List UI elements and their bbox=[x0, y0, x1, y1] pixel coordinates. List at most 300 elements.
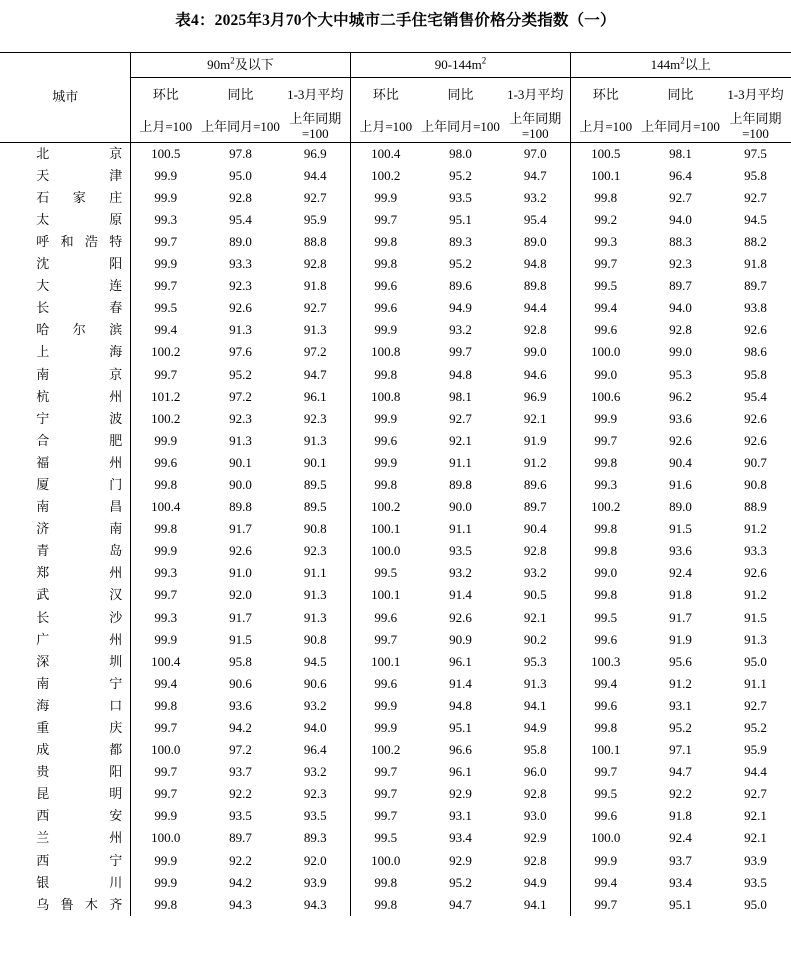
table-cell-value: 100.0 bbox=[350, 541, 420, 563]
table-cell-value: 92.2 bbox=[229, 786, 252, 802]
table-cell-value: 92.3 bbox=[229, 410, 252, 426]
table-cell-value: 95.1 bbox=[669, 896, 692, 912]
table-cell-value: 89.3 bbox=[449, 233, 472, 249]
column-header-avg-0: 1-3月平均 bbox=[287, 86, 344, 102]
table-cell-value: 92.1 bbox=[744, 830, 767, 846]
city-label: 海口 bbox=[36, 697, 123, 713]
table-cell-city bbox=[0, 651, 130, 673]
table-cell-value: 91.2 bbox=[523, 454, 547, 470]
city-label: 宁波 bbox=[36, 410, 123, 426]
column-base-avg-1: 上年同期=100 bbox=[509, 111, 562, 141]
table-cell-value: 100.1 bbox=[350, 585, 420, 607]
table-cell-value: 93.2 bbox=[303, 764, 327, 780]
table-row bbox=[0, 717, 790, 739]
table-cell-value: 92.7 bbox=[744, 189, 767, 205]
table-cell-value: 94.8 bbox=[449, 697, 472, 713]
table-row bbox=[0, 253, 790, 275]
city-label: 深圳 bbox=[36, 653, 123, 669]
table-cell-value: 91.8 bbox=[669, 587, 692, 603]
table-cell-value: 92.6 bbox=[669, 432, 692, 448]
table-cell-value: 90.6 bbox=[229, 675, 252, 691]
table-cell-value: 100.4 bbox=[130, 497, 200, 519]
table-cell-value: 96.1 bbox=[303, 388, 327, 404]
table-body bbox=[0, 143, 790, 917]
column-header-mom-1: 环比 bbox=[350, 78, 420, 113]
table-cell-city bbox=[0, 497, 130, 519]
table-cell-value: 99.6 bbox=[130, 452, 200, 474]
table-cell-value: 88.2 bbox=[744, 233, 767, 249]
table-cell-value: 99.9 bbox=[130, 541, 200, 563]
table-cell-value: 94.5 bbox=[744, 211, 767, 227]
table-cell-value: 97.6 bbox=[229, 344, 252, 360]
table-cell-value: 94.3 bbox=[303, 896, 327, 912]
table-cell-value: 100.0 bbox=[130, 828, 200, 850]
table-cell-value: 100.2 bbox=[570, 497, 640, 519]
table-row bbox=[0, 364, 790, 386]
table-cell-value: 99.4 bbox=[130, 673, 200, 695]
city-label: 贵阳 bbox=[36, 764, 123, 780]
table-cell-value: 95.1 bbox=[449, 720, 472, 736]
table-row bbox=[0, 408, 790, 430]
table-cell-value: 99.7 bbox=[350, 629, 420, 651]
table-cell-value: 91.3 bbox=[303, 322, 327, 338]
table-cell-value: 95.2 bbox=[449, 256, 472, 272]
city-label: 上海 bbox=[36, 344, 123, 360]
table-cell-value: 99.7 bbox=[350, 806, 420, 828]
table-cell-value: 95.4 bbox=[523, 211, 547, 227]
table-cell-city bbox=[0, 541, 130, 563]
table-cell-value: 92.8 bbox=[669, 322, 692, 338]
table-cell-value: 99.0 bbox=[570, 563, 640, 585]
table-cell-value: 100.8 bbox=[350, 386, 420, 408]
table-cell-value: 92.1 bbox=[744, 808, 767, 824]
table-cell-value: 95.3 bbox=[523, 653, 547, 669]
table-cell-value: 99.4 bbox=[570, 298, 640, 320]
table-cell-value: 94.9 bbox=[523, 874, 547, 890]
table-row bbox=[0, 430, 790, 452]
table-cell-value: 99.6 bbox=[350, 607, 420, 629]
table-cell-city bbox=[0, 607, 130, 629]
table-cell-value: 91.3 bbox=[229, 432, 252, 448]
group-2-label-post: 以上 bbox=[684, 56, 711, 72]
table-cell-value: 99.9 bbox=[130, 806, 200, 828]
table-cell-value: 99.8 bbox=[130, 894, 200, 916]
table-cell-value: 99.0 bbox=[669, 344, 692, 360]
table-cell-value: 98.6 bbox=[744, 344, 767, 360]
table-cell-value: 91.3 bbox=[229, 322, 252, 338]
table-cell-value: 91.8 bbox=[744, 256, 767, 272]
table-cell-value: 99.3 bbox=[130, 607, 200, 629]
table-cell-value: 93.5 bbox=[449, 189, 472, 205]
table-cell-value: 100.6 bbox=[570, 386, 640, 408]
table-cell-value: 93.6 bbox=[229, 697, 252, 713]
table-row bbox=[0, 541, 790, 563]
city-label: 石家庄 bbox=[36, 189, 123, 205]
table-cell-value: 94.2 bbox=[229, 720, 252, 736]
table-cell-value: 95.8 bbox=[744, 366, 767, 382]
table-cell-value: 99.9 bbox=[130, 430, 200, 452]
table-cell-value: 92.0 bbox=[229, 587, 252, 603]
table-cell-value: 100.2 bbox=[350, 165, 420, 187]
table-row bbox=[0, 806, 790, 828]
table-cell-value: 89.0 bbox=[229, 233, 252, 249]
table-cell-value: 97.2 bbox=[229, 388, 252, 404]
table-cell-city bbox=[0, 276, 130, 298]
table-cell-value: 100.0 bbox=[570, 828, 640, 850]
city-label: 成都 bbox=[36, 742, 123, 758]
table-cell-value: 97.1 bbox=[669, 742, 692, 758]
table-cell-value: 97.5 bbox=[744, 145, 767, 161]
table-cell-value: 93.6 bbox=[669, 543, 692, 559]
table-cell-value: 95.6 bbox=[669, 653, 692, 669]
table-cell-value: 92.7 bbox=[744, 697, 767, 713]
column-header-city bbox=[0, 53, 130, 143]
table-cell-value: 99.7 bbox=[130, 717, 200, 739]
table-cell-value: 90.5 bbox=[523, 587, 547, 603]
group-0-label-pre: 90m bbox=[207, 56, 231, 72]
table-cell-city bbox=[0, 452, 130, 474]
table-cell-value: 90.6 bbox=[303, 675, 327, 691]
table-cell-value: 95.4 bbox=[229, 211, 252, 227]
table-cell-value: 99.9 bbox=[130, 872, 200, 894]
table-cell-value: 91.2 bbox=[669, 675, 692, 691]
table-cell-value: 99.9 bbox=[350, 408, 420, 430]
table-cell-value: 92.7 bbox=[669, 189, 692, 205]
table-cell-city bbox=[0, 695, 130, 717]
city-label: 西安 bbox=[36, 808, 123, 824]
city-label: 武汉 bbox=[36, 587, 123, 603]
table-cell-value: 98.1 bbox=[669, 145, 692, 161]
price-index-table bbox=[0, 52, 790, 916]
table-cell-value: 96.1 bbox=[449, 653, 472, 669]
table-cell-value: 99.9 bbox=[570, 408, 640, 430]
table-cell-value: 96.2 bbox=[669, 388, 692, 404]
table-cell-value: 91.6 bbox=[669, 476, 692, 492]
table-cell-value: 99.7 bbox=[570, 253, 640, 275]
table-cell-value: 99.9 bbox=[350, 187, 420, 209]
table-cell-value: 99.9 bbox=[350, 452, 420, 474]
table-cell-value: 99.0 bbox=[523, 344, 547, 360]
table-cell-value: 101.2 bbox=[130, 386, 200, 408]
table-cell-value: 99.5 bbox=[350, 563, 420, 585]
city-header-label: 城市 bbox=[52, 89, 79, 105]
table-row bbox=[0, 209, 790, 231]
table-cell-value: 94.4 bbox=[523, 300, 547, 316]
table-cell-value: 92.0 bbox=[303, 852, 327, 868]
table-cell-value: 93.4 bbox=[669, 874, 692, 890]
table-cell-value: 98.0 bbox=[449, 145, 472, 161]
table-cell-value: 94.8 bbox=[523, 256, 547, 272]
table-cell-value: 93.2 bbox=[523, 189, 547, 205]
table-cell-value: 99.8 bbox=[570, 541, 640, 563]
table-cell-value: 93.6 bbox=[669, 410, 692, 426]
table-cell-value: 99.8 bbox=[350, 253, 420, 275]
table-cell-value: 91.0 bbox=[229, 565, 252, 581]
table-cell-value: 99.5 bbox=[130, 298, 200, 320]
table-cell-value: 93.2 bbox=[449, 322, 472, 338]
table-cell-value: 93.9 bbox=[744, 852, 767, 868]
city-label: 郑州 bbox=[36, 565, 123, 581]
city-label: 哈尔滨 bbox=[36, 322, 123, 338]
table-cell-value: 95.0 bbox=[744, 896, 767, 912]
table-cell-value: 95.8 bbox=[229, 653, 252, 669]
table-cell-value: 99.8 bbox=[350, 364, 420, 386]
table-cell-value: 89.8 bbox=[523, 278, 547, 294]
table-cell-value: 99.6 bbox=[350, 276, 420, 298]
table-cell-city bbox=[0, 563, 130, 585]
table-cell-value: 96.9 bbox=[523, 388, 547, 404]
table-cell-value: 89.8 bbox=[449, 476, 472, 492]
table-cell-value: 91.3 bbox=[523, 675, 547, 691]
table-cell-value: 91.8 bbox=[303, 278, 327, 294]
table-cell-city bbox=[0, 585, 130, 607]
column-header-mom-2: 环比 bbox=[570, 78, 640, 113]
table-cell-value: 89.7 bbox=[669, 278, 692, 294]
table-cell-value: 92.6 bbox=[744, 322, 767, 338]
city-label: 银川 bbox=[36, 874, 123, 890]
table-cell-value: 97.8 bbox=[229, 145, 252, 161]
table-cell-value: 90.1 bbox=[229, 454, 252, 470]
city-label: 沈阳 bbox=[36, 256, 123, 272]
table-cell-value: 99.6 bbox=[570, 629, 640, 651]
table-cell-value: 94.9 bbox=[523, 720, 547, 736]
table-cell-value: 99.8 bbox=[570, 519, 640, 541]
table-cell-value: 99.7 bbox=[130, 762, 200, 784]
table-cell-value: 94.8 bbox=[449, 366, 472, 382]
city-label: 太原 bbox=[36, 211, 123, 227]
table-cell-value: 100.2 bbox=[130, 342, 200, 364]
table-cell-value: 92.2 bbox=[229, 852, 252, 868]
group-1-label-pre: 90-144m bbox=[434, 56, 482, 72]
table-cell-value: 90.1 bbox=[303, 454, 327, 470]
table-cell-city bbox=[0, 828, 130, 850]
column-base-mom-1: 上月=100 bbox=[350, 112, 420, 143]
table-row bbox=[0, 187, 790, 209]
table-cell-value: 94.7 bbox=[303, 366, 327, 382]
table-cell-value: 92.7 bbox=[449, 410, 472, 426]
table-cell-city bbox=[0, 386, 130, 408]
table-cell-value: 92.8 bbox=[523, 543, 547, 559]
table-row bbox=[0, 828, 790, 850]
table-cell-value: 89.3 bbox=[303, 830, 327, 846]
city-label: 长沙 bbox=[36, 609, 123, 625]
table-cell-value: 99.7 bbox=[130, 231, 200, 253]
table-cell-value: 92.6 bbox=[449, 609, 472, 625]
table-cell-value: 100.0 bbox=[570, 342, 640, 364]
table-cell-value: 93.7 bbox=[229, 764, 252, 780]
table-cell-value: 99.7 bbox=[449, 344, 472, 360]
table-cell-city bbox=[0, 209, 130, 231]
city-label: 广州 bbox=[36, 631, 123, 647]
table-cell-value: 92.8 bbox=[523, 786, 547, 802]
table-row bbox=[0, 276, 790, 298]
table-cell-value: 95.2 bbox=[449, 167, 472, 183]
table-row bbox=[0, 474, 790, 496]
column-base-avg-0: 上年同期=100 bbox=[289, 111, 342, 141]
table-cell-value: 92.4 bbox=[669, 830, 692, 846]
table-cell-value: 93.1 bbox=[449, 808, 472, 824]
table-cell-value: 96.1 bbox=[449, 764, 472, 780]
table-cell-value: 89.7 bbox=[229, 830, 252, 846]
city-label: 大连 bbox=[36, 278, 123, 294]
table-cell-value: 96.4 bbox=[303, 742, 327, 758]
table-cell-value: 99.3 bbox=[570, 231, 640, 253]
city-label: 重庆 bbox=[36, 720, 123, 736]
table-cell-value: 99.8 bbox=[130, 474, 200, 496]
table-cell-value: 99.9 bbox=[350, 320, 420, 342]
table-cell-value: 92.9 bbox=[449, 852, 472, 868]
table-cell-value: 93.8 bbox=[744, 300, 767, 316]
table-cell-value: 95.3 bbox=[669, 366, 692, 382]
table-row bbox=[0, 342, 790, 364]
table-cell-value: 100.8 bbox=[350, 342, 420, 364]
table-cell-value: 89.5 bbox=[303, 499, 327, 515]
table-cell-value: 94.1 bbox=[523, 896, 547, 912]
table-row bbox=[0, 695, 790, 717]
table-cell-value: 99.4 bbox=[570, 872, 640, 894]
table-cell-value: 89.0 bbox=[669, 499, 692, 515]
table-cell-value: 99.9 bbox=[130, 165, 200, 187]
table-cell-value: 99.5 bbox=[570, 276, 640, 298]
table-row bbox=[0, 762, 790, 784]
table-cell-value: 91.1 bbox=[449, 521, 472, 537]
city-label: 南京 bbox=[36, 366, 123, 382]
table-cell-value: 92.3 bbox=[303, 786, 327, 802]
table-cell-value: 97.2 bbox=[303, 344, 327, 360]
table-cell-value: 95.2 bbox=[669, 720, 692, 736]
table-cell-value: 90.8 bbox=[744, 476, 767, 492]
city-label: 北京 bbox=[36, 145, 123, 161]
table-cell-value: 91.1 bbox=[303, 565, 327, 581]
table-row bbox=[0, 651, 790, 673]
table-cell-value: 94.9 bbox=[449, 300, 472, 316]
table-row bbox=[0, 143, 790, 166]
table-cell-value: 100.3 bbox=[570, 651, 640, 673]
table-cell-value: 99.6 bbox=[350, 430, 420, 452]
table-cell-value: 90.7 bbox=[744, 454, 767, 470]
table-cell-value: 95.4 bbox=[744, 388, 767, 404]
table-cell-value: 99.6 bbox=[570, 695, 640, 717]
table-cell-value: 92.9 bbox=[523, 830, 547, 846]
table-cell-value: 91.4 bbox=[449, 675, 472, 691]
table-cell-value: 89.7 bbox=[523, 499, 547, 515]
table-cell-value: 94.5 bbox=[303, 653, 327, 669]
table-cell-value: 99.8 bbox=[570, 717, 640, 739]
table-cell-value: 94.6 bbox=[523, 366, 547, 382]
table-cell-city bbox=[0, 740, 130, 762]
table-cell-city bbox=[0, 364, 130, 386]
table-cell-value: 99.6 bbox=[570, 806, 640, 828]
table-cell-value: 99.5 bbox=[350, 828, 420, 850]
table-cell-value: 92.6 bbox=[744, 432, 767, 448]
table-cell-city bbox=[0, 187, 130, 209]
city-label: 乌鲁木齐 bbox=[36, 896, 123, 912]
table-header-groups bbox=[0, 53, 790, 78]
table-cell-city bbox=[0, 629, 130, 651]
table-row bbox=[0, 386, 790, 408]
table-cell-value: 94.4 bbox=[744, 764, 767, 780]
group-2-label-pre: 144m bbox=[650, 56, 681, 72]
table-cell-value: 95.2 bbox=[449, 874, 472, 890]
table-cell-value: 90.4 bbox=[523, 521, 547, 537]
table-cell-value: 93.5 bbox=[229, 808, 252, 824]
table-cell-value: 89.6 bbox=[523, 476, 547, 492]
table-cell-value: 100.2 bbox=[350, 740, 420, 762]
table-cell-value: 91.3 bbox=[303, 609, 327, 625]
table-cell-value: 92.8 bbox=[229, 189, 252, 205]
table-cell-value: 92.2 bbox=[669, 786, 692, 802]
table-cell-value: 99.7 bbox=[130, 585, 200, 607]
table-cell-value: 93.2 bbox=[523, 565, 547, 581]
table-cell-value: 92.3 bbox=[229, 278, 252, 294]
table-cell-value: 91.2 bbox=[744, 587, 767, 603]
table-cell-value: 99.7 bbox=[570, 762, 640, 784]
table-row bbox=[0, 872, 790, 894]
table-cell-value: 99.6 bbox=[350, 298, 420, 320]
table-cell-value: 88.3 bbox=[669, 233, 692, 249]
table-cell-value: 99.8 bbox=[130, 695, 200, 717]
table-cell-value: 92.3 bbox=[303, 410, 327, 426]
table-cell-value: 91.9 bbox=[523, 432, 547, 448]
table-cell-value: 99.3 bbox=[570, 474, 640, 496]
group-0-label-post: 及以下 bbox=[234, 56, 274, 72]
table-cell-value: 99.8 bbox=[570, 585, 640, 607]
table-cell-value: 94.0 bbox=[669, 211, 692, 227]
table-cell-value: 93.2 bbox=[303, 697, 327, 713]
column-base-yoy-2: 上年同月=100 bbox=[641, 118, 720, 134]
table-cell-value: 90.8 bbox=[303, 521, 327, 537]
city-label: 杭州 bbox=[36, 388, 123, 404]
table-cell-value: 95.0 bbox=[229, 167, 252, 183]
table-cell-value: 91.3 bbox=[303, 432, 327, 448]
table-cell-value: 91.1 bbox=[449, 454, 472, 470]
city-label: 南昌 bbox=[36, 499, 123, 515]
table-cell-value: 90.9 bbox=[449, 631, 472, 647]
table-cell-value: 90.2 bbox=[523, 631, 547, 647]
table-cell-value: 100.1 bbox=[570, 165, 640, 187]
table-cell-value: 94.0 bbox=[669, 300, 692, 316]
table-cell-value: 94.7 bbox=[449, 896, 472, 912]
table-cell-value: 99.0 bbox=[570, 364, 640, 386]
column-group-header-0 bbox=[130, 53, 350, 78]
table-cell-value: 99.9 bbox=[130, 253, 200, 275]
table-cell-value: 92.6 bbox=[229, 300, 252, 316]
table-cell-value: 89.6 bbox=[449, 278, 472, 294]
table-cell-value: 95.1 bbox=[449, 211, 472, 227]
table-row bbox=[0, 298, 790, 320]
table-cell-value: 95.8 bbox=[523, 742, 547, 758]
table-row bbox=[0, 607, 790, 629]
table-cell-value: 95.8 bbox=[744, 167, 767, 183]
group-2-label-sup: 2 bbox=[680, 55, 685, 66]
table-cell-value: 99.8 bbox=[350, 474, 420, 496]
column-header-yoy-2: 同比 bbox=[667, 86, 694, 102]
table-row bbox=[0, 784, 790, 806]
table-cell-value: 99.3 bbox=[130, 563, 200, 585]
table-cell-value: 94.2 bbox=[229, 874, 252, 890]
table-cell-value: 99.8 bbox=[350, 231, 420, 253]
table-cell-value: 96.4 bbox=[669, 167, 692, 183]
table-cell-value: 99.9 bbox=[350, 717, 420, 739]
table-cell-value: 95.9 bbox=[303, 211, 327, 227]
table-row bbox=[0, 519, 790, 541]
table-cell-value: 100.5 bbox=[570, 143, 640, 166]
column-header-avg-2: 1-3月平均 bbox=[727, 86, 784, 102]
table-cell-value: 99.3 bbox=[130, 209, 200, 231]
table-cell-value: 92.1 bbox=[523, 410, 547, 426]
table-cell-city bbox=[0, 872, 130, 894]
table-row bbox=[0, 894, 790, 916]
